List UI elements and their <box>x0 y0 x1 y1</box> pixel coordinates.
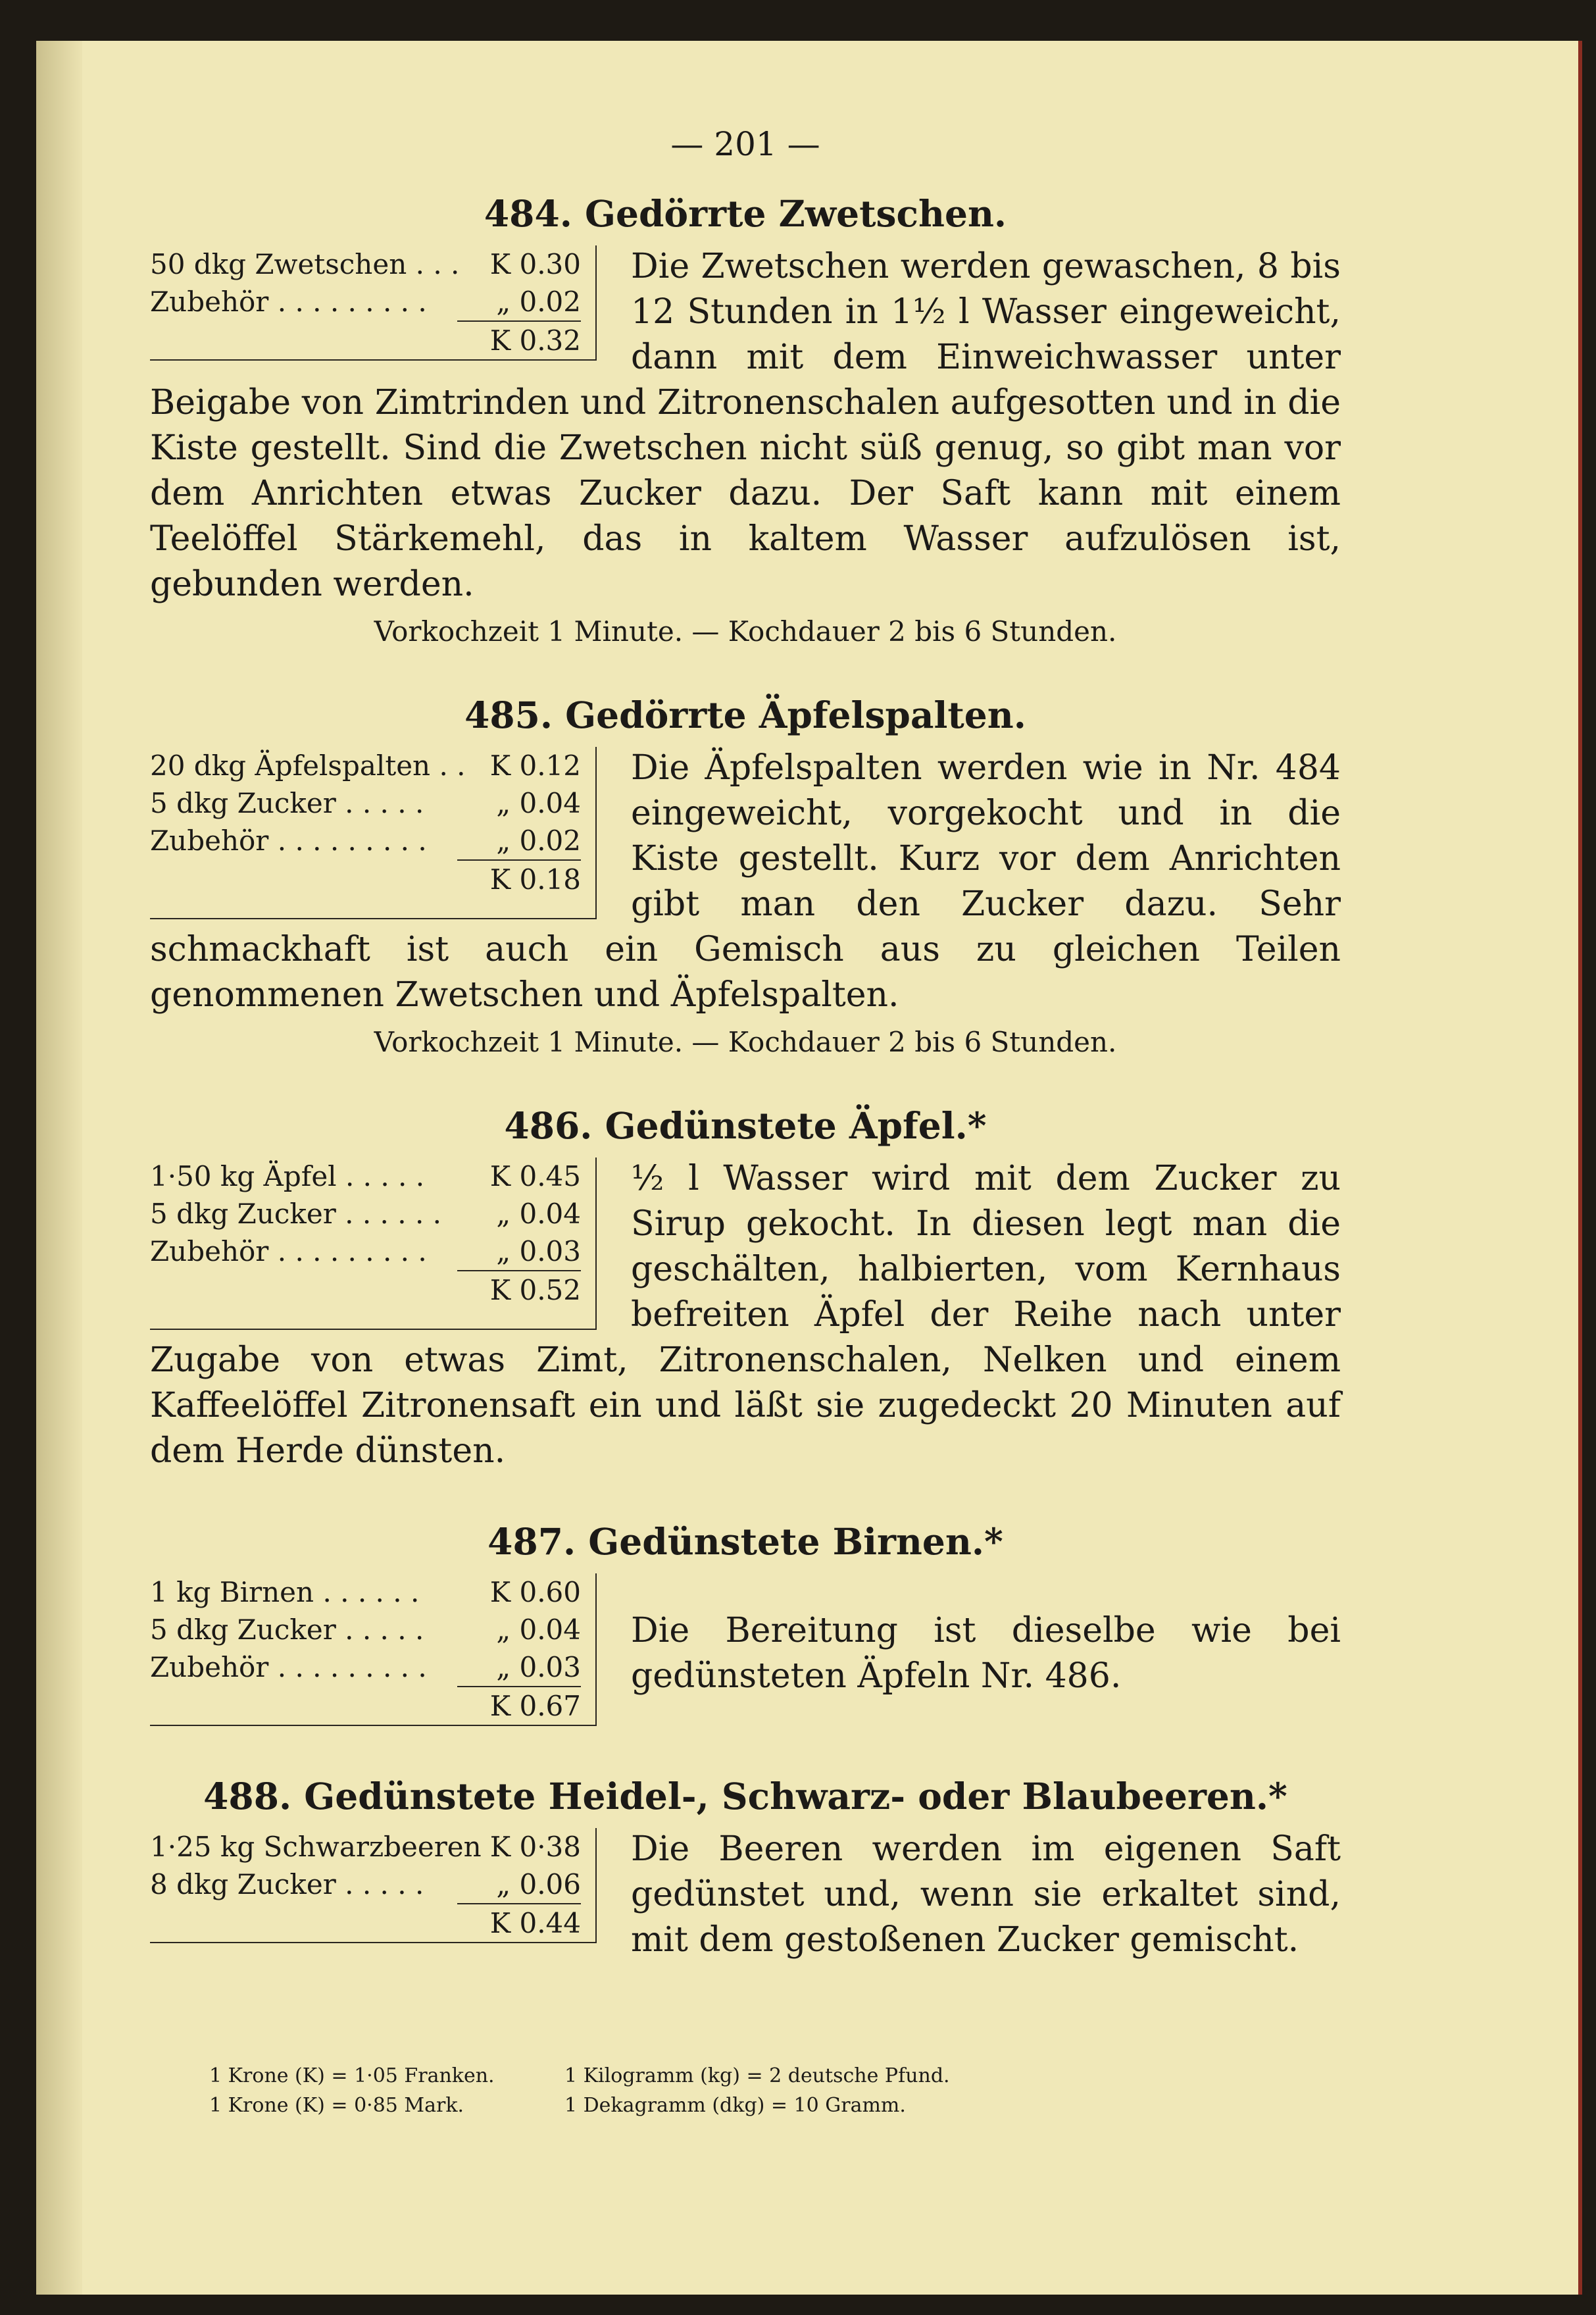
ingredient-price: K 0.45 <box>489 1160 581 1192</box>
page-gutter <box>36 41 82 2295</box>
ingredient-name: 5 dkg Zucker . . . . . <box>150 787 424 819</box>
recipe-484 <box>150 192 1341 648</box>
cooking-time: Vorkochzeit 1 Minute. — Kochdauer 2 bis 6 Stunden. <box>374 1026 1117 1058</box>
ingredient-name: Zubehör . . . . . . . . . <box>150 1235 427 1267</box>
ingredient-name: 8 dkg Zucker . . . . . <box>150 1868 424 1900</box>
ingredient-box <box>150 1158 597 1330</box>
ingredient-name: 20 dkg Äpfelspalten . . <box>150 750 466 782</box>
cooking-time: Vorkochzeit 1 Minute. — Kochdauer 2 bis 6 Stunden. <box>374 615 1117 648</box>
ingredient-row <box>150 1195 581 1233</box>
recipe-486 <box>150 1104 1341 1474</box>
ingredient-price: „ 0.03 <box>496 1235 581 1267</box>
ingredient-price: „ 0.04 <box>496 787 581 819</box>
footnote: 1 Kilogramm (kg) = 2 deutsche Pfund. <box>564 2064 950 2087</box>
recipe-text: Die Beeren werden im eigenen Saft gedünstet und, wenn sie erkaltet sind, mit dem gestoßenen Zucker gemischt. <box>631 1829 1341 1960</box>
ingredient-price: K 0.30 <box>489 248 581 280</box>
ingredient-box <box>150 747 597 919</box>
ingredient-name: Zubehör . . . . . . . . . <box>150 825 427 857</box>
ingredient-row <box>150 1648 581 1686</box>
ingredient-name: Zubehör . . . . . . . . . <box>150 1651 427 1683</box>
ingredient-price: „ 0.02 <box>496 286 581 318</box>
recipe-485 <box>150 694 1341 1058</box>
recipe-text: Die Äpfelspalten werden wie in Nr. 484 eingeweicht, vorgekocht und in die Kiste gestellt. Kurz vor dem Anrichten gibt man den Zucker dazu. Sehr schmackhaft ist auch ein Gemisch aus zu gleichen Teilen genommenen Zwetschen und Äpfelspalten. <box>150 748 1341 1015</box>
recipe-title: 485. Gedörrte Äpfelspalten. <box>464 694 1026 736</box>
footnote: 1 Dekagramm (dkg) = 10 Gramm. <box>564 2094 906 2117</box>
ingredient-name: 5 dkg Zucker . . . . . <box>150 1614 424 1646</box>
ingredient-price: „ 0.06 <box>496 1868 581 1900</box>
recipe-487 <box>150 1520 1341 1729</box>
ingredient-row <box>150 747 581 784</box>
recipe-title: 484. Gedörrte Zwetschen. <box>484 192 1007 235</box>
ingredient-row <box>150 1828 581 1866</box>
ingredient-price: K 0.12 <box>489 750 581 782</box>
ingredient-total: K 0.44 <box>150 1903 581 1942</box>
recipe-title: 486. Gedünstete Äpfel.* <box>504 1104 987 1147</box>
ingredient-price: K 0.60 <box>489 1576 581 1608</box>
ingredient-row <box>150 1611 581 1648</box>
recipe-text: Die Bereitung ist dieselbe wie bei gedünsteten Äpfeln Nr. 486. <box>631 1611 1341 1696</box>
ingredient-row <box>150 1158 581 1195</box>
ingredient-total: K 0.18 <box>150 859 581 898</box>
ingredient-row <box>150 1573 581 1611</box>
recipe-title: 488. Gedünstete Heidel-, Schwarz- oder Blaubeeren.* <box>203 1775 1287 1818</box>
page-content <box>150 125 1341 2009</box>
ingredient-price: „ 0.03 <box>496 1651 581 1683</box>
footnotes <box>209 2064 1196 2117</box>
recipe-488 <box>150 1775 1341 1963</box>
ingredient-box <box>150 245 597 361</box>
ingredient-price: „ 0.04 <box>496 1198 581 1230</box>
ingredient-price: K 0·38 <box>489 1831 581 1863</box>
ingredient-total: K 0.67 <box>150 1686 581 1725</box>
ingredient-row <box>150 1866 581 1903</box>
ingredient-box <box>150 1828 597 1943</box>
recipe-text: Die Zwetschen werden gewaschen, 8 bis 12 Stunden in 1½ l Wasser eingeweicht, dann mit dem Einweichwasser unter Beigabe von Zimtrinden und Zitronenschalen aufgesotten und in die Kiste gestellt. Sind die Zwetschen nicht süß genug, so gibt man vor dem Anrichten etwas Zucker dazu. Der Saft kann mit einem Teelöffel Stärkemehl, das in kaltem Wasser aufzulösen ist, gebunden werden. <box>150 247 1341 604</box>
ingredient-row <box>150 822 581 859</box>
recipe-title: 487. Gedünstete Birnen.* <box>487 1520 1003 1563</box>
ingredient-row <box>150 245 581 283</box>
ingredient-row <box>150 1233 581 1270</box>
ingredient-name: 1 kg Birnen . . . . . . <box>150 1576 420 1608</box>
ingredient-box <box>150 1573 597 1726</box>
ingredient-total: K 0.32 <box>150 320 581 359</box>
ingredient-name: 1·25 kg Schwarzbeeren <box>150 1831 482 1863</box>
ingredient-price: „ 0.04 <box>496 1614 581 1646</box>
ingredient-total: K 0.52 <box>150 1270 581 1309</box>
footnote: 1 Krone (K) = 1·05 Franken. <box>209 2064 495 2087</box>
ingredient-row <box>150 283 581 320</box>
ingredient-name: 1·50 kg Äpfel . . . . . <box>150 1160 425 1192</box>
ingredient-row <box>150 784 581 822</box>
footnote: 1 Krone (K) = 0·85 Mark. <box>209 2094 464 2117</box>
ingredient-price: „ 0.02 <box>496 825 581 857</box>
recipe-text: ½ l Wasser wird mit dem Zucker zu Sirup gekocht. In diesen legt man die geschälten, halbierten, vom Kernhaus befreiten Äpfel der Reihe nach unter Zugabe von etwas Zimt, Zitronenschalen, Nelken und einem Kaffeelöffel Zitronensaft ein und läßt sie zugedeckt 20 Minuten auf dem Herde dünsten. <box>150 1159 1341 1471</box>
ingredient-name: Zubehör . . . . . . . . . <box>150 286 427 318</box>
ingredient-name: 5 dkg Zucker . . . . . . <box>150 1198 441 1230</box>
page-number: — 201 — <box>670 125 820 163</box>
ingredient-name: 50 dkg Zwetschen . . . <box>150 248 460 280</box>
